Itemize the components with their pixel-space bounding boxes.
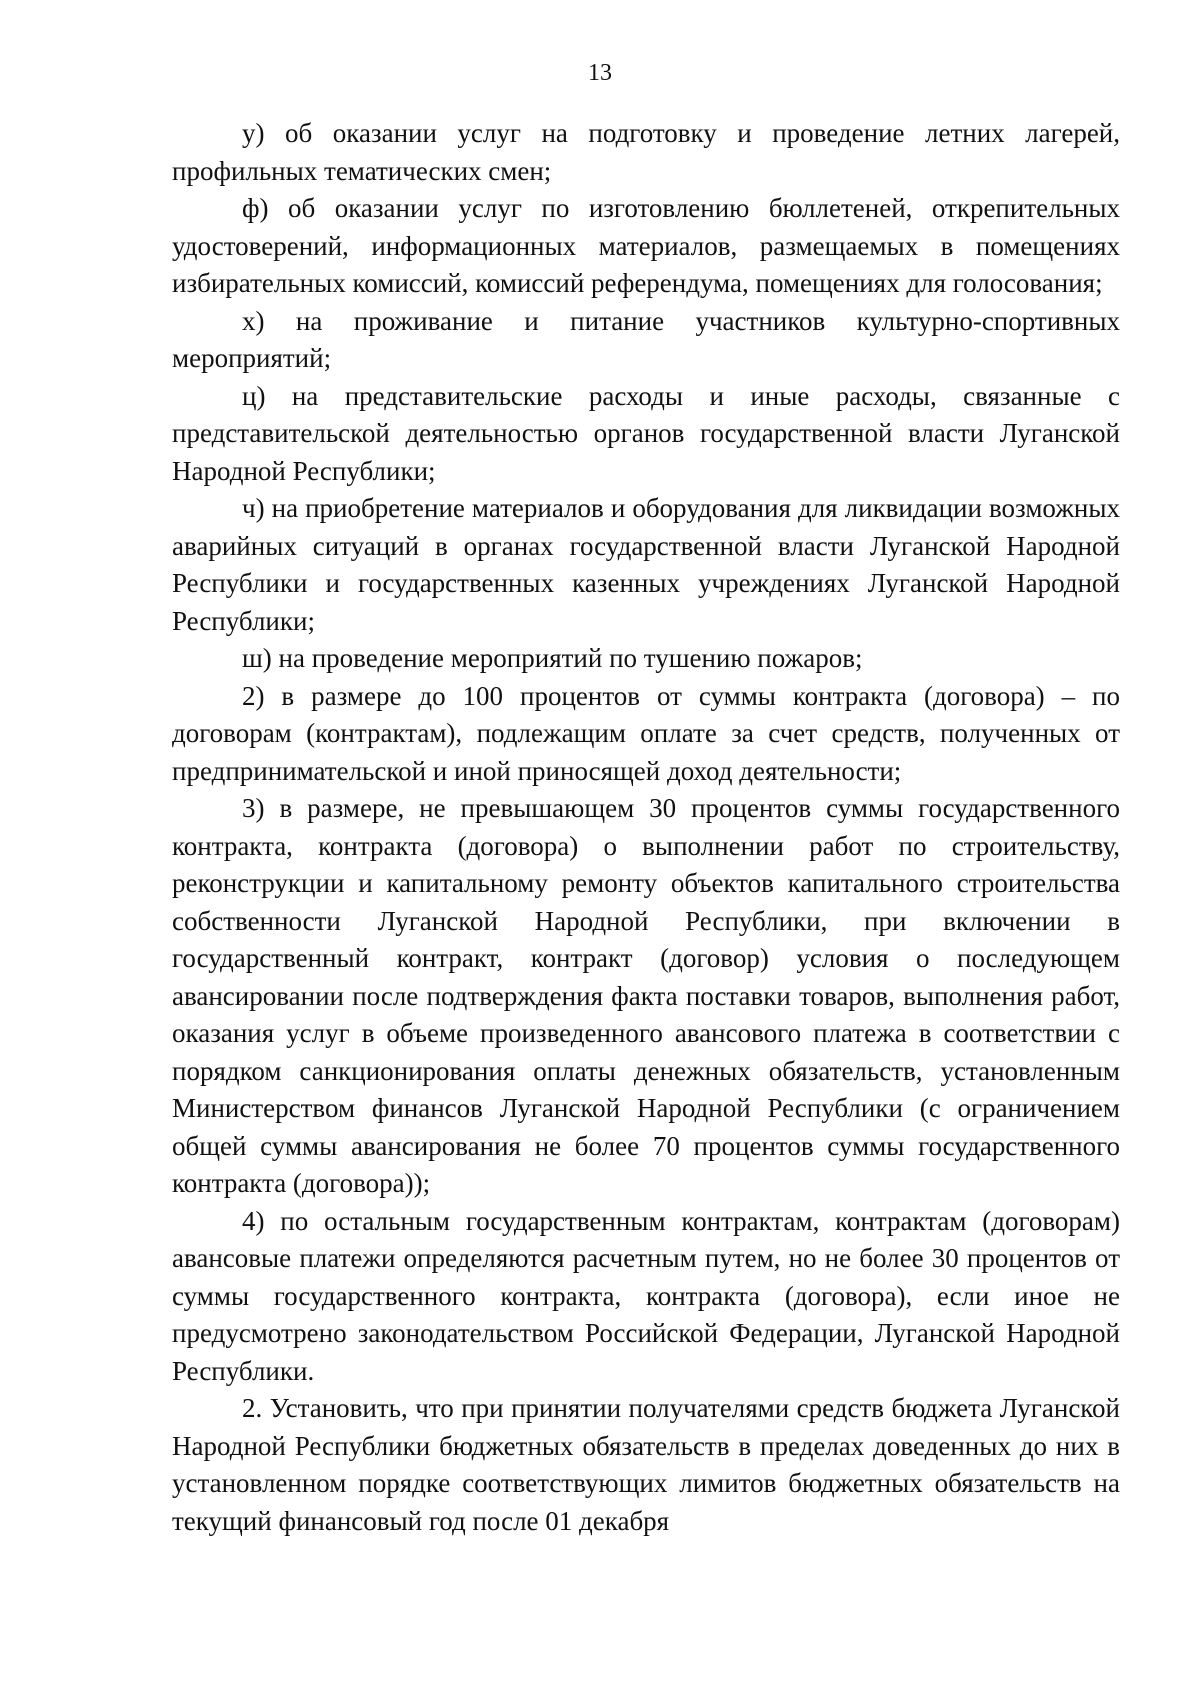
paragraph-2: 2) в размере до 100 процентов от суммы контракта (договора) – по договорам (контрактам), подлежащим оплате за счет средств, полученных от предпринимательской и иной приносящей доход деятельности;	[172, 680, 1120, 786]
paragraph-4: 4) по остальным государственным контрактам, контрактам (договорам) авансовые платежи определяются расчетным путем, но не более 30 процентов от суммы государственного контракта, контракта (договора), если иное не предусмотрено законодательством Российской Федерации, Луганской Народной Республики.	[172, 1205, 1120, 1386]
paragraph-kh: х) на проживание и питание участников культурно-спортивных мероприятий;	[172, 305, 1120, 373]
page-number: 13	[588, 60, 612, 86]
paragraph-item-2-establish: 2. Установить, что при принятии получателями средств бюджета Луганской Народной Республики бюджетных обязательств в пределах доведенных до них в установленном порядке соответствующих лимитов бюджетных обязательств на текущий финансовый год после 01 декабря	[172, 1393, 1120, 1536]
paragraph-u: у) об оказании услуг на подготовку и проведение летних лагерей, профильных тематических смен;	[172, 118, 1120, 186]
paragraph-ts: ц) на представительские расходы и иные расходы, связанные с представительской деятельностью органов государственной власти Луганской Народной Республики;	[172, 380, 1120, 486]
paragraph-f: ф) об оказании услуг по изготовлению бюллетеней, открепительных удостоверений, информационных материалов, размещаемых в помещениях избирательных комиссий, комиссий референдума, помещениях для голосования;	[172, 193, 1120, 298]
document-body	[172, 115, 1120, 1540]
paragraph-3: 3) в размере, не превышающем 30 процентов суммы государственного контракта, контракта (договора) о выполнении работ по строительству, реконструкции и капитальному ремонту объектов капитального строительства собственности Луганской Народной Республики, при включении в государственный контракт, контракт (договор) условия о последующем авансировании после подтверждения факта поставки товаров, выполнения работ, оказания услуг в объеме произведенного авансового платежа в соответствии с порядком санкционирования оплаты денежных обязательств, установленным Министерством финансов Луганской Народной Республики (с ограничением общей суммы авансирования не более 70 процентов суммы государственного контракта (договора));	[172, 793, 1120, 1198]
paragraph-ch: ч) на приобретение материалов и оборудования для ликвидации возможных аварийных ситуаций в органах государственной власти Луганской Народной Республики и государственных казенных учреждениях Луганской Народной Республики;	[172, 493, 1120, 636]
paragraph-sh: ш) на проведение мероприятий по тушению пожаров;	[242, 643, 863, 673]
